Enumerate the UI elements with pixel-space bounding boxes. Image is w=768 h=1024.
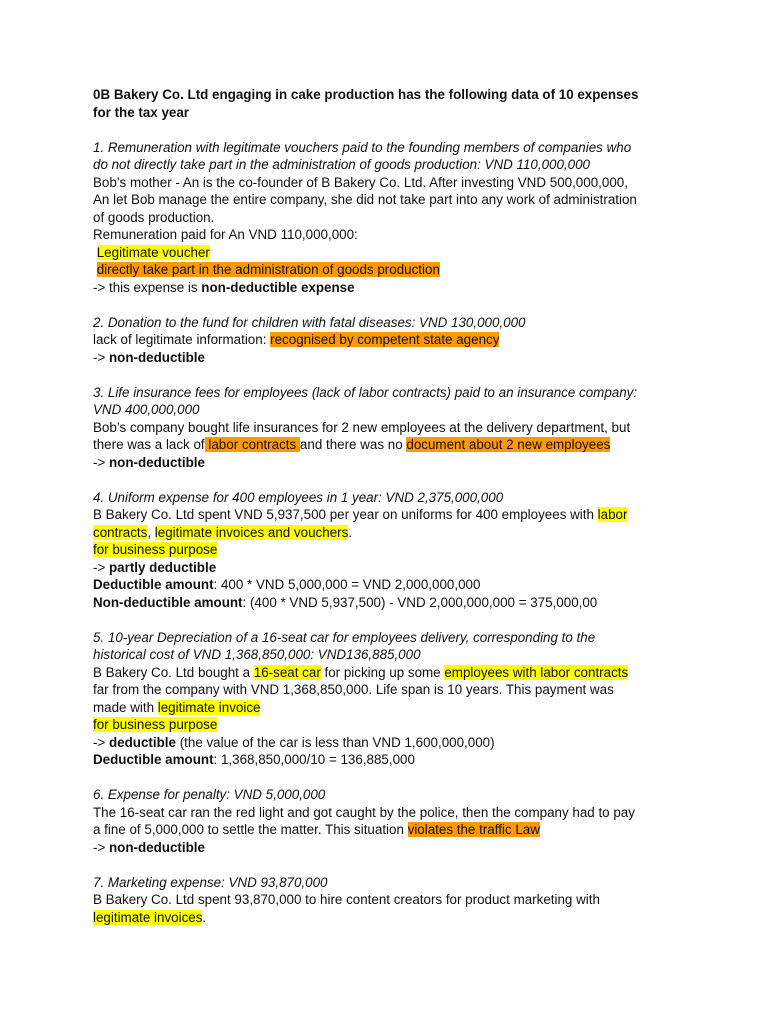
section-5-text: far from the company with VND 1,368,850,000. Life span is 10 years. This payment was [93, 682, 614, 697]
spacer [93, 856, 675, 874]
section-5-text [93, 716, 675, 734]
text-run: . [202, 909, 207, 925]
highlight-orange: recognised by competent state agency [270, 332, 500, 347]
section-2-conclusion [93, 349, 675, 367]
section-4-deductible [93, 576, 675, 594]
conclusion-prefix: -> this expense is [93, 279, 202, 295]
section-3-heading-cont: VND 400,000,000 [93, 402, 200, 417]
section-1-heading: 1. Remuneration with legitimate vouchers paid to the founding members of companies who [93, 139, 632, 155]
amount-label: Non-deductible amount [93, 594, 243, 610]
spacer [93, 769, 675, 787]
text-run: B Bakery Co. Ltd spent VND 5,937,500 per year on uniforms for 400 employees with [93, 507, 598, 522]
highlight-orange: document about 2 new employees [406, 437, 611, 452]
conclusion-result: non-deductible [109, 349, 205, 365]
conclusion-prefix: -> [93, 454, 109, 470]
section-3-conclusion [93, 454, 675, 472]
highlight-orange: labor contracts [204, 437, 300, 452]
highlight-yellow: labor [597, 507, 628, 522]
conclusion-result: non-deductible [109, 454, 205, 470]
section-7-heading: 7. Marketing expense: VND 93,870,000 [93, 874, 328, 890]
section-5-conclusion [93, 734, 675, 752]
section-5-deductible [93, 751, 675, 769]
text-run: made with [93, 699, 158, 715]
section-6-heading: 6. Expense for penalty: VND 5,000,000 [93, 787, 326, 802]
document-title-cont: for the tax year [93, 104, 190, 120]
spacer [93, 471, 675, 489]
conclusion-prefix: -> [93, 349, 109, 365]
highlight-yellow: for business purpose [93, 542, 218, 557]
highlight-yellow: contracts [93, 524, 148, 540]
amount-label: Deductible amount [93, 577, 214, 592]
section-4-text [93, 541, 675, 559]
text-run: there was a lack of [93, 437, 205, 452]
highlight-yellow: 16-seat car [253, 664, 321, 680]
section-5-text [93, 699, 675, 717]
conclusion-result: non-deductible [109, 839, 205, 855]
text-run: B Bakery Co. Ltd bought a [93, 664, 254, 680]
conclusion-prefix: -> [93, 559, 109, 575]
section-1-text: An let Bob manage the entire company, she did not take part into any work of administration [93, 192, 637, 207]
conclusion-prefix: -> [93, 839, 109, 855]
section-4-text [93, 506, 675, 524]
spacer [93, 611, 675, 629]
section-7-text [93, 909, 675, 927]
section-6-text: The 16-seat car ran the red light and got caught by the police, then the company had to pay [93, 804, 635, 820]
text-run: (the value of the car is less than VND 1,600,000,000) [175, 734, 495, 750]
section-4-conclusion [93, 559, 675, 577]
spacer [93, 296, 675, 314]
highlight-orange: violates the traffic Law [407, 822, 540, 837]
text-run: and there was no [299, 437, 407, 452]
conclusion-prefix: -> [93, 734, 109, 750]
highlight-yellow: legitimate invoices [93, 909, 203, 925]
highlight-yellow: legitimate invoices and vouchers [154, 524, 349, 540]
amount-value: : 400 * VND 5,000,000 = VND 2,000,000,000 [213, 577, 481, 592]
section-5-text [93, 664, 675, 682]
section-3-text [93, 436, 675, 454]
conclusion-result: non-deductible expense [201, 279, 355, 295]
section-1-highlight-line [93, 261, 675, 279]
text-run: , [147, 524, 155, 540]
highlight-yellow: employees with labor contracts [444, 664, 629, 680]
section-4-non-deductible [93, 594, 675, 612]
section-1-text: of goods production. [93, 209, 215, 225]
section-1-heading-cont: do not directly take part in the administration of goods production: VND 110,000,000 [93, 157, 590, 172]
section-1-conclusion [93, 279, 675, 297]
amount-value: : (400 * VND 5,937,500) - VND 2,000,000,000 = 375,000,00 [242, 594, 598, 610]
spacer [93, 366, 675, 384]
text-run: lack of legitimate information: [93, 332, 271, 347]
document-title: 0B Bakery Co. Ltd engaging in cake production has the following data of 10 expenses [93, 87, 639, 102]
section-1-text: Remuneration paid for An VND 110,000,000: [93, 227, 358, 242]
highlight-yellow: for business purpose [93, 717, 218, 732]
text-run: a fine of 5,000,000 to settle the matter. This situation [93, 822, 408, 837]
section-4-heading: 4. Uniform expense for 400 employees in 1 year: VND 2,375,000,000 [93, 489, 504, 505]
section-1-text: Bob’s mother - An is the co-founder of B Bakery Co. Ltd. After investing VND 500,000,000, [93, 174, 628, 190]
section-1-highlight-line [93, 244, 675, 262]
section-7-text: B Bakery Co. Ltd spent 93,870,000 to hire content creators for product marketing with [93, 892, 600, 907]
section-3-heading: 3. Life insurance fees for employees (lack of labor contracts) paid to an insurance company: [93, 384, 638, 400]
conclusion-result: deductible [109, 734, 176, 750]
amount-label: Deductible amount [93, 752, 214, 767]
highlight-yellow: Legitimate voucher [96, 244, 210, 260]
conclusion-result: partly deductible [109, 559, 217, 575]
section-5-heading: 5. 10-year Depreciation of a 16-seat car for employees delivery, corresponding to the [93, 629, 596, 645]
spacer [93, 121, 675, 139]
section-3-text: Bob’s company bought life insurances for 2 new employees at the delivery department, but [93, 419, 631, 435]
section-6-text [93, 821, 675, 839]
amount-value: : 1,368,850,000/10 = 136,885,000 [213, 752, 415, 767]
section-5-heading-cont: historical cost of VND 1,368,850,000: VND136,885,000 [93, 647, 421, 662]
document-body [93, 86, 675, 926]
highlight-yellow: legitimate invoice [157, 699, 261, 715]
text-run: . [348, 524, 353, 540]
section-2-heading: 2. Donation to the fund for children with fatal diseases: VND 130,000,000 [93, 314, 526, 330]
section-2-text [93, 331, 675, 349]
section-4-text [93, 524, 675, 542]
highlight-orange: directly take part in the administration of goods production [96, 262, 440, 277]
text-run: for picking up some [320, 664, 445, 680]
section-6-conclusion [93, 839, 675, 857]
